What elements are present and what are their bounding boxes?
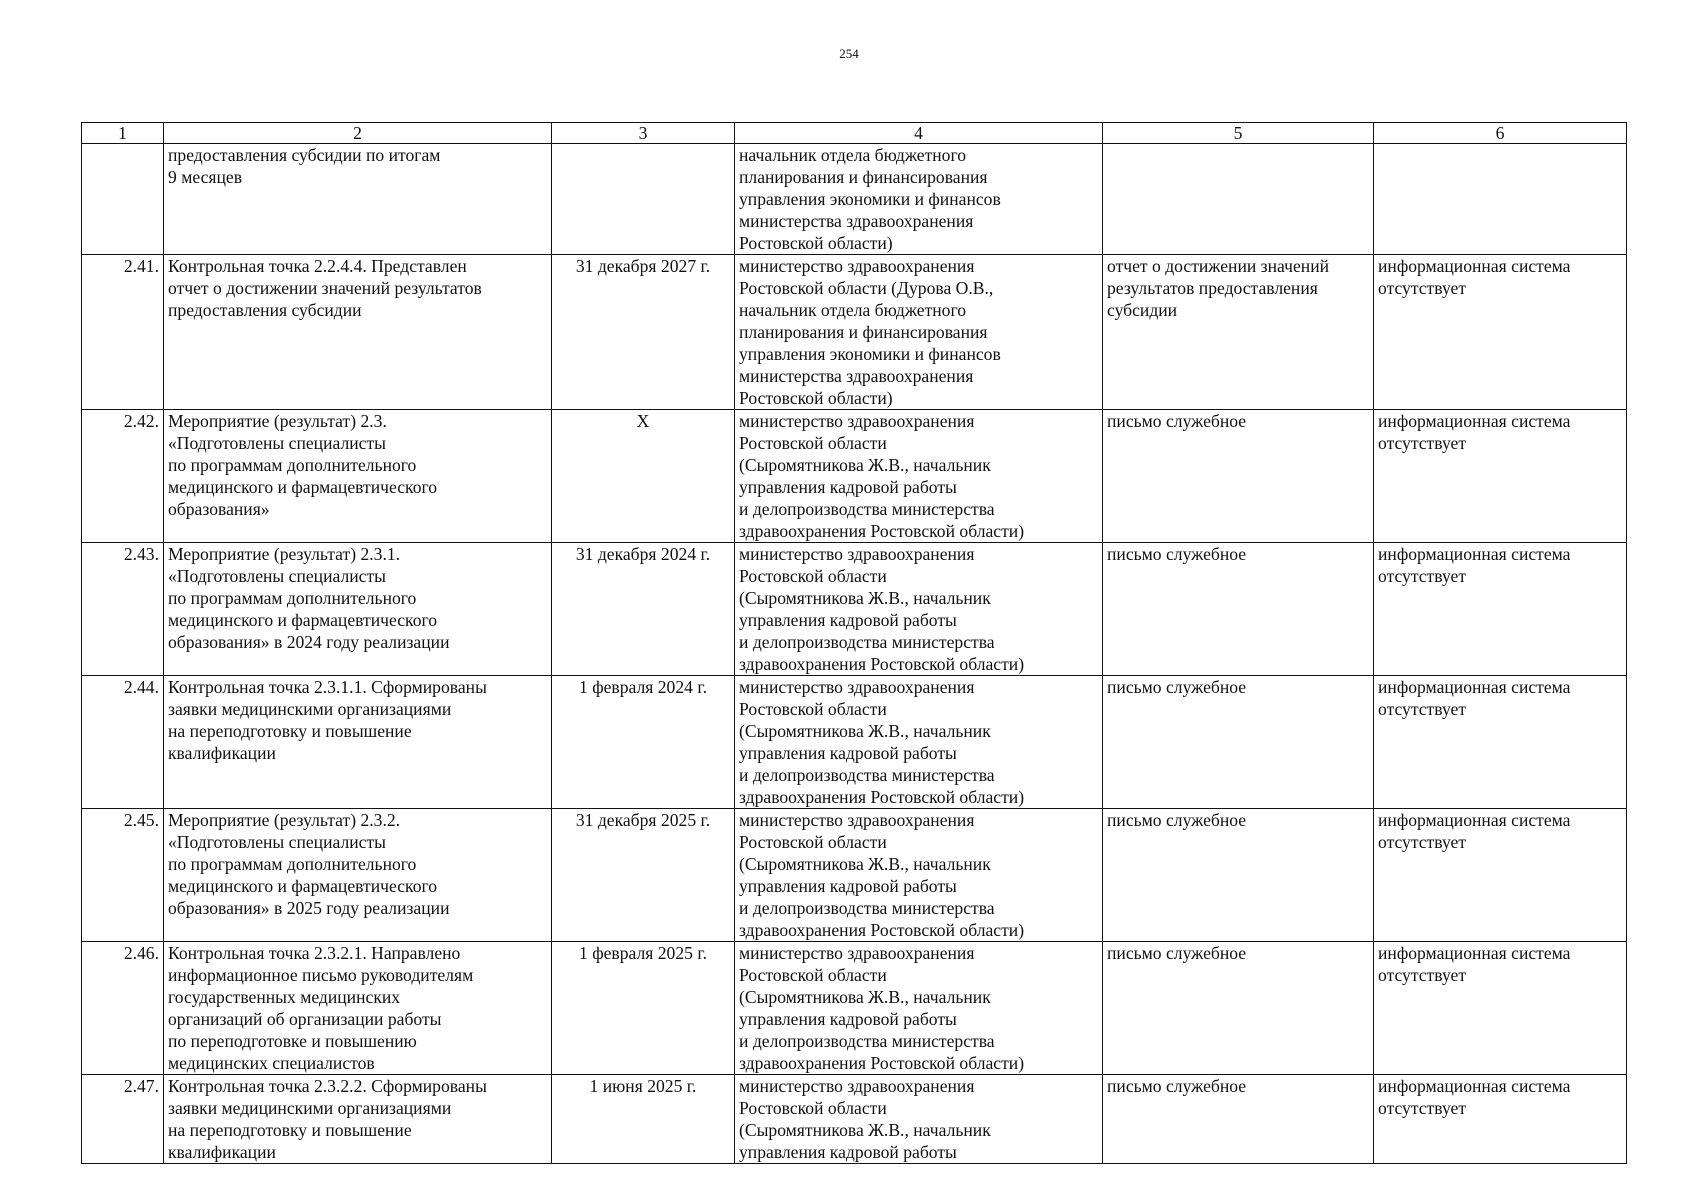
row-date: X [552, 410, 735, 543]
row-system [1374, 144, 1627, 255]
row-description: предоставления субсидии по итогам 9 месяцев [164, 144, 552, 255]
row-document: письмо служебное [1103, 676, 1374, 809]
column-header: 5 [1103, 123, 1374, 144]
row-description: Контрольная точка 2.3.2.1. Направлено информационное письмо руководителям государственных медицинских организаций об организации работы по переподготовке и повышению медицинских специалистов [164, 942, 552, 1075]
row-system: информационная система отсутствует [1374, 1075, 1627, 1164]
row-description: Контрольная точка 2.3.2.2. Сформированы заявки медицинскими организациями на переподготовку и повышение квалификации [164, 1075, 552, 1164]
table-row [82, 676, 1627, 809]
row-responsible: начальник отдела бюджетного планирования и финансирования управления экономики и финансов министерства здравоохранения Ростовской области) [735, 144, 1103, 255]
row-document: письмо служебное [1103, 543, 1374, 676]
row-system: информационная система отсутствует [1374, 942, 1627, 1075]
row-responsible: министерство здравоохранения Ростовской области (Дурова О.В., начальник отдела бюджетного планирования и финансирования управления экономики и финансов министерства здравоохранения Ростовской области) [735, 255, 1103, 410]
row-date: 1 февраля 2025 г. [552, 942, 735, 1075]
row-responsible: министерство здравоохранения Ростовской области (Сыромятникова Ж.В., начальник управления кадровой работы и делопроизводства министерства здравоохранения Ростовской области) [735, 410, 1103, 543]
row-number: 2.41. [82, 255, 164, 410]
row-number: 2.44. [82, 676, 164, 809]
column-header: 2 [164, 123, 552, 144]
row-system: информационная система отсутствует [1374, 543, 1627, 676]
row-date: 31 декабря 2025 г. [552, 809, 735, 942]
table-row [82, 255, 1627, 410]
column-header: 4 [735, 123, 1103, 144]
table-row [82, 543, 1627, 676]
table-row [82, 144, 1627, 255]
row-description: Мероприятие (результат) 2.3. «Подготовлены специалисты по программам дополнительного медицинского и фармацевтического образования» [164, 410, 552, 543]
row-system: информационная система отсутствует [1374, 809, 1627, 942]
row-number: 2.45. [82, 809, 164, 942]
table-row [82, 410, 1627, 543]
row-document: письмо служебное [1103, 1075, 1374, 1164]
row-date: 31 декабря 2024 г. [552, 543, 735, 676]
row-responsible: министерство здравоохранения Ростовской области (Сыромятникова Ж.В., начальник управления кадровой работы и делопроизводства министерства здравоохранения Ростовской области) [735, 809, 1103, 942]
row-description: Мероприятие (результат) 2.3.2. «Подготовлены специалисты по программам дополнительного медицинского и фармацевтического образования» в 2025 году реализации [164, 809, 552, 942]
row-number: 2.46. [82, 942, 164, 1075]
table-row [82, 942, 1627, 1075]
column-header: 3 [552, 123, 735, 144]
table-row [82, 809, 1627, 942]
row-number [82, 144, 164, 255]
column-header: 1 [82, 123, 164, 144]
row-system: информационная система отсутствует [1374, 676, 1627, 809]
row-description: Контрольная точка 2.2.4.4. Представлен отчет о достижении значений результатов предоставления субсидии [164, 255, 552, 410]
header-row [82, 123, 1627, 144]
row-document: письмо служебное [1103, 942, 1374, 1075]
page-number: 254 [839, 46, 859, 61]
table-row [82, 1075, 1627, 1164]
row-responsible: министерство здравоохранения Ростовской области (Сыромятникова Ж.В., начальник управления кадровой работы и делопроизводства министерства здравоохранения Ростовской области) [735, 676, 1103, 809]
row-description: Контрольная точка 2.3.1.1. Сформированы заявки медицинскими организациями на переподготовку и повышение квалификации [164, 676, 552, 809]
row-document: отчет о достижении значений результатов предоставления субсидии [1103, 255, 1374, 410]
schedule-table [81, 122, 1627, 1164]
row-document: письмо служебное [1103, 410, 1374, 543]
row-system: информационная система отсутствует [1374, 255, 1627, 410]
row-date [552, 144, 735, 255]
row-number: 2.43. [82, 543, 164, 676]
row-description: Мероприятие (результат) 2.3.1. «Подготовлены специалисты по программам дополнительного медицинского и фармацевтического образования» в 2024 году реализации [164, 543, 552, 676]
row-document: письмо служебное [1103, 809, 1374, 942]
row-responsible: министерство здравоохранения Ростовской области (Сыромятникова Ж.В., начальник управления кадровой работы и делопроизводства министерства здравоохранения Ростовской области) [735, 942, 1103, 1075]
row-responsible: министерство здравоохранения Ростовской области (Сыромятникова Ж.В., начальник управления кадровой работы и делопроизводства министерства здравоохранения Ростовской области) [735, 543, 1103, 676]
column-header: 6 [1374, 123, 1627, 144]
row-responsible: министерство здравоохранения Ростовской области (Сыромятникова Ж.В., начальник управления кадровой работы [735, 1075, 1103, 1164]
row-system: информационная система отсутствует [1374, 410, 1627, 543]
row-number: 2.47. [82, 1075, 164, 1164]
row-date: 1 февраля 2024 г. [552, 676, 735, 809]
row-number: 2.42. [82, 410, 164, 543]
row-document [1103, 144, 1374, 255]
row-date: 31 декабря 2027 г. [552, 255, 735, 410]
row-date: 1 июня 2025 г. [552, 1075, 735, 1164]
